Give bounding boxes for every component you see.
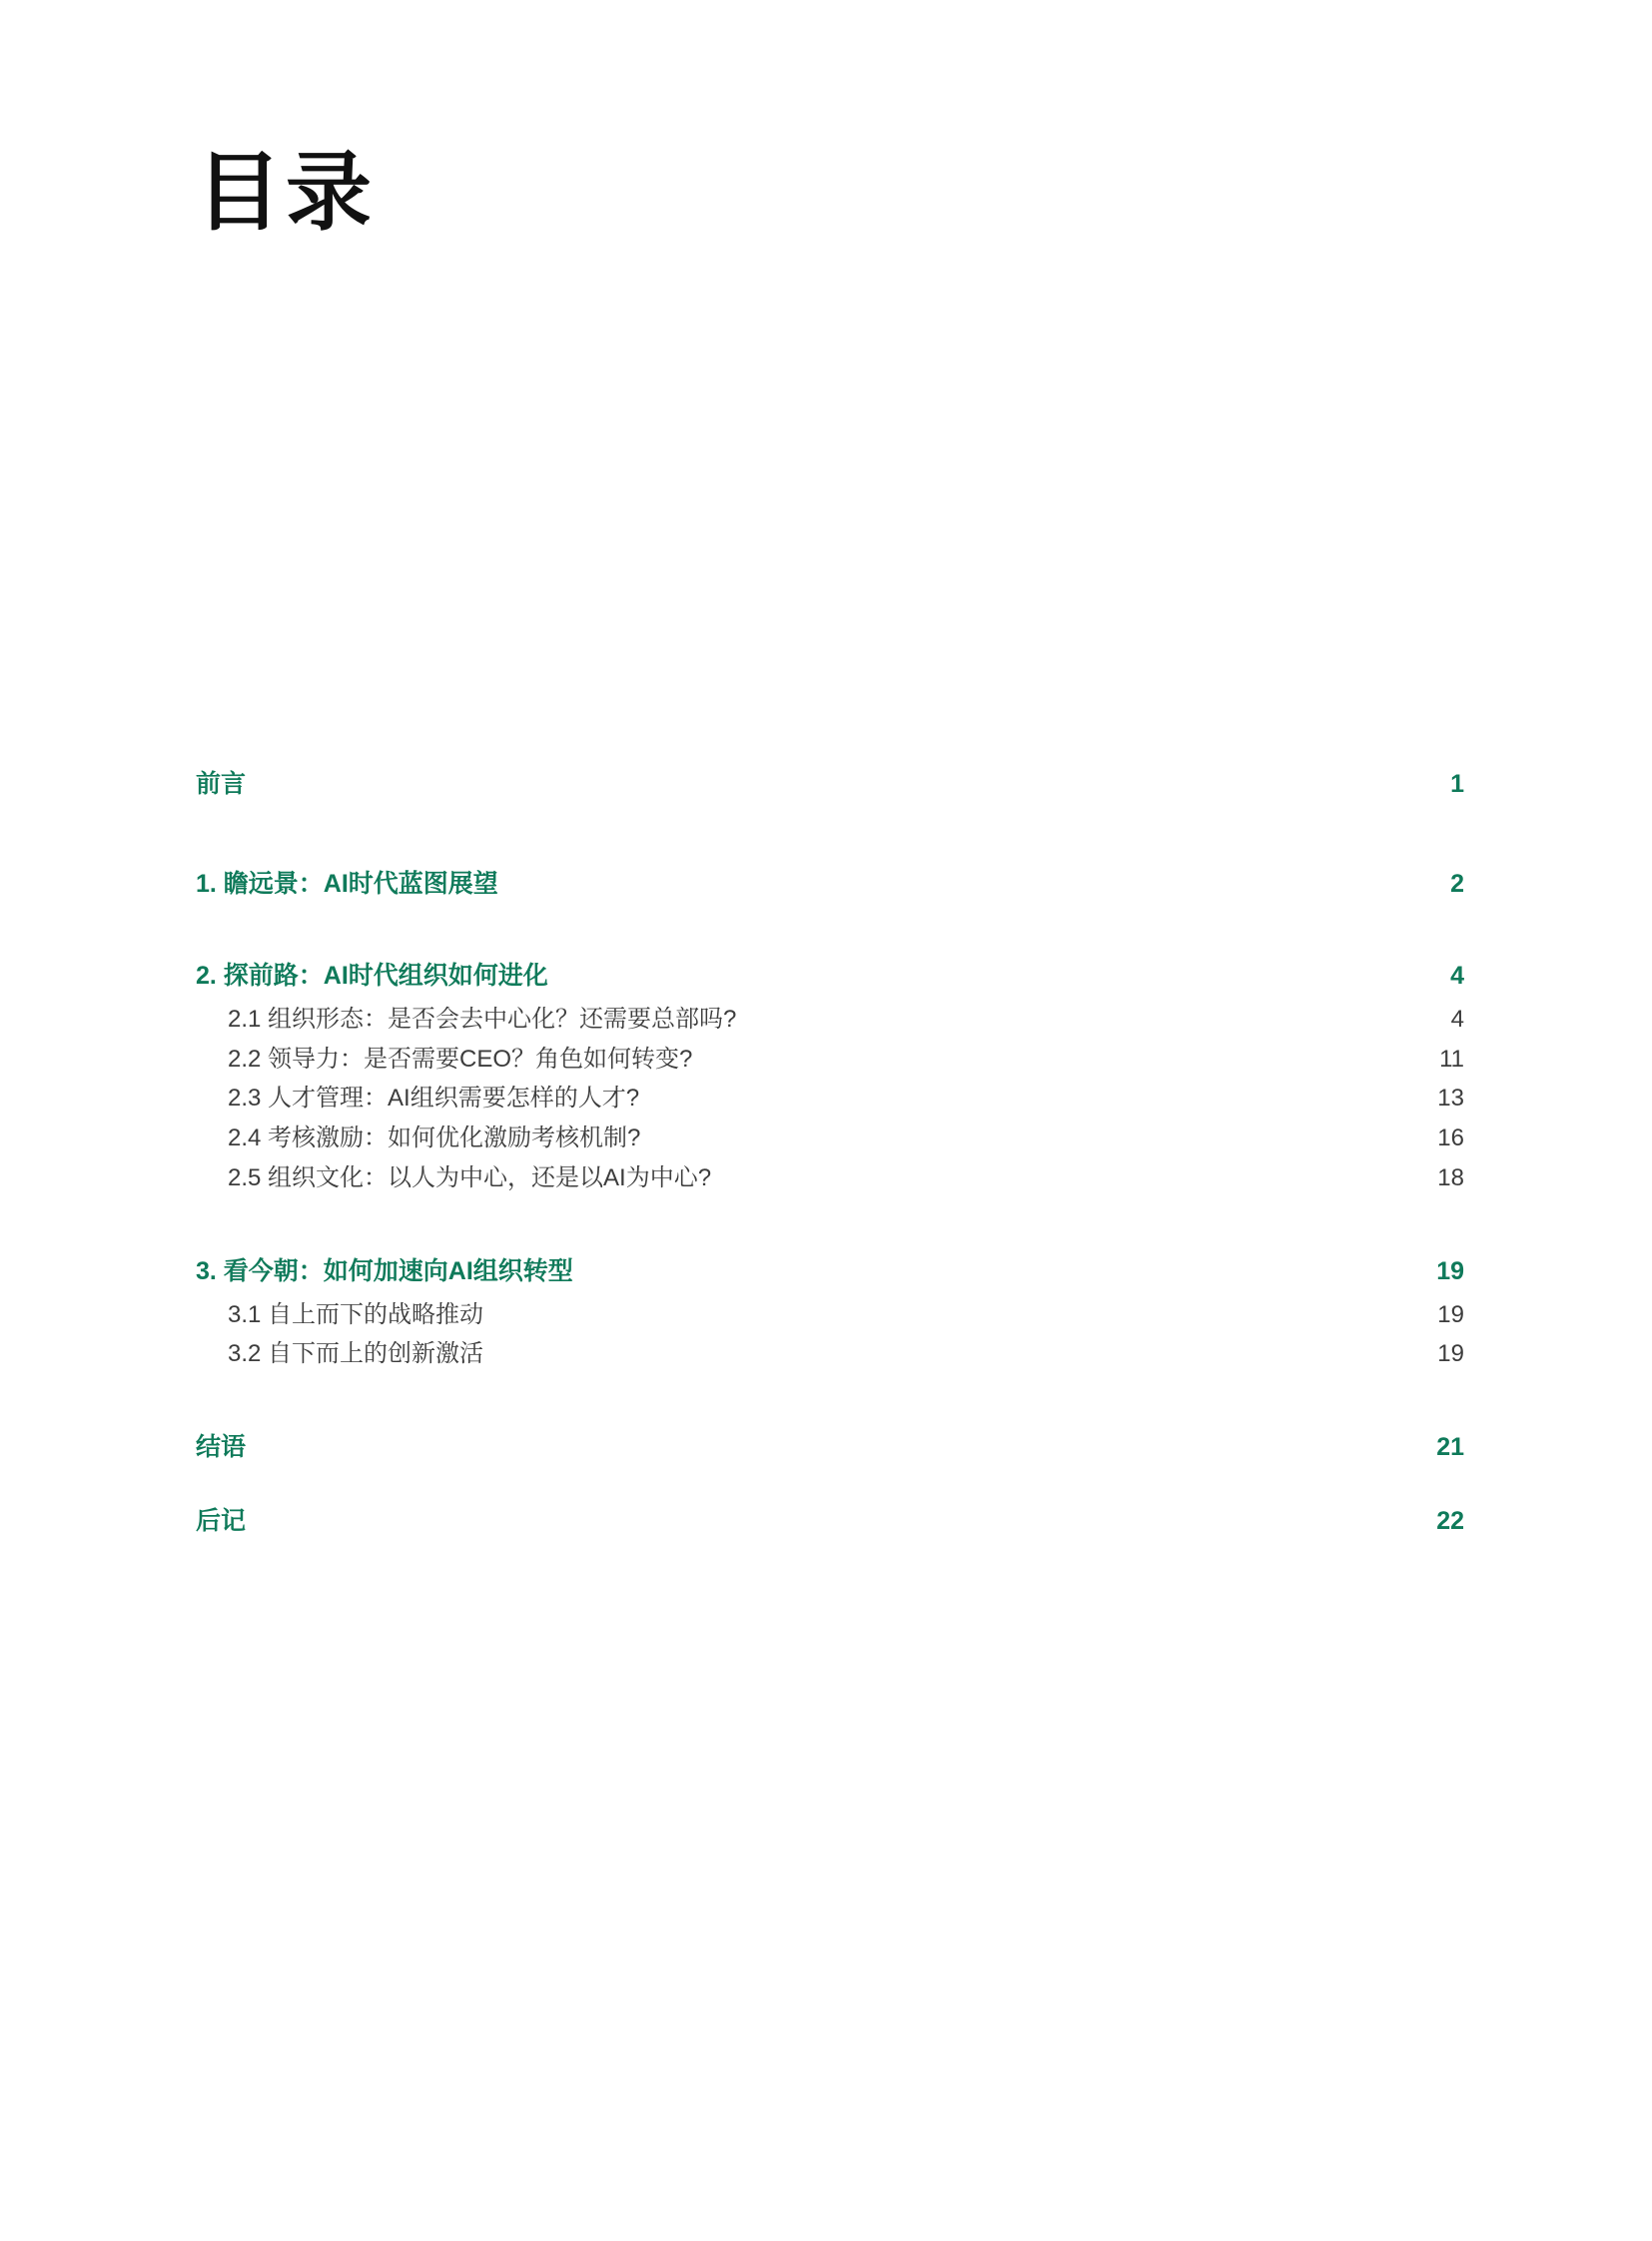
- table-of-contents: [196, 769, 1464, 1536]
- toc-entry-label: 结语: [196, 1433, 247, 1462]
- toc-entry-chapter-3[interactable]: [196, 1256, 1464, 1286]
- toc-entry-section-2-1[interactable]: [196, 1005, 1464, 1036]
- toc-entry-section-2-2[interactable]: [196, 1045, 1464, 1076]
- toc-entry-page: 1: [1450, 770, 1464, 798]
- toc-entry-label: 前言: [196, 770, 247, 798]
- spacer: [196, 1194, 1464, 1256]
- page-title: 目录: [196, 145, 376, 241]
- toc-entry-label: 2.2 领导力：是否需要CEO？角色如何转变?: [228, 1045, 693, 1073]
- toc-entry-page: 4: [1450, 962, 1464, 990]
- toc-entry-section-3-2[interactable]: [196, 1339, 1464, 1370]
- spacer: [196, 899, 1464, 961]
- spacer: [196, 1370, 1464, 1432]
- toc-entry-page: 19: [1436, 1256, 1464, 1285]
- toc-entry-page: 18: [1437, 1163, 1464, 1191]
- toc-entry-page: 19: [1437, 1300, 1464, 1328]
- toc-entry-chapter-2[interactable]: [196, 961, 1464, 991]
- toc-entry-label: 3.1 自上而下的战略推动: [228, 1300, 484, 1328]
- toc-entry-section-3-1[interactable]: [196, 1300, 1464, 1331]
- toc-entry-section-2-4[interactable]: [196, 1123, 1464, 1154]
- toc-entry-section-2-5[interactable]: [196, 1163, 1464, 1194]
- toc-entry-conclusion[interactable]: [196, 1432, 1464, 1462]
- toc-entry-page: 19: [1437, 1340, 1464, 1368]
- toc-entry-page: 21: [1436, 1433, 1464, 1462]
- toc-subsection-group-3: [196, 1300, 1464, 1370]
- toc-entry-page: 11: [1439, 1045, 1464, 1073]
- toc-entry-label: 2.4 考核激励：如何优化激励考核机制?: [228, 1124, 641, 1152]
- toc-entry-label: 2. 探前路：AI时代组织如何进化: [196, 962, 548, 990]
- toc-entry-afterword[interactable]: [196, 1506, 1464, 1536]
- toc-entry-page: 22: [1436, 1507, 1464, 1536]
- toc-entry-page: 2: [1450, 870, 1464, 898]
- toc-entry-label: 2.1 组织形态：是否会去中心化？还需要总部吗?: [228, 1006, 737, 1033]
- toc-entry-label: 2.3 人才管理：AI组织需要怎样的人才?: [228, 1085, 640, 1113]
- toc-entry-page: 16: [1437, 1124, 1464, 1152]
- toc-entry-label: 1. 瞻远景：AI时代蓝图展望: [196, 870, 498, 898]
- toc-entry-preface[interactable]: [196, 769, 1464, 799]
- toc-entry-label: 2.5 组织文化：以人为中心，还是以AI为中心?: [228, 1163, 712, 1191]
- spacer: [196, 1462, 1464, 1506]
- toc-entry-chapter-1[interactable]: [196, 869, 1464, 899]
- toc-entry-page: 13: [1437, 1085, 1464, 1113]
- toc-entry-label: 3.2 自下而上的创新激活: [228, 1340, 484, 1368]
- toc-entry-label: 后记: [196, 1507, 247, 1536]
- spacer: [196, 799, 1464, 869]
- toc-subsection-group-2: [196, 1005, 1464, 1194]
- toc-entry-label: 3. 看今朝：如何加速向AI组织转型: [196, 1256, 573, 1285]
- toc-entry-page: 4: [1450, 1006, 1464, 1033]
- toc-entry-section-2-3[interactable]: [196, 1084, 1464, 1115]
